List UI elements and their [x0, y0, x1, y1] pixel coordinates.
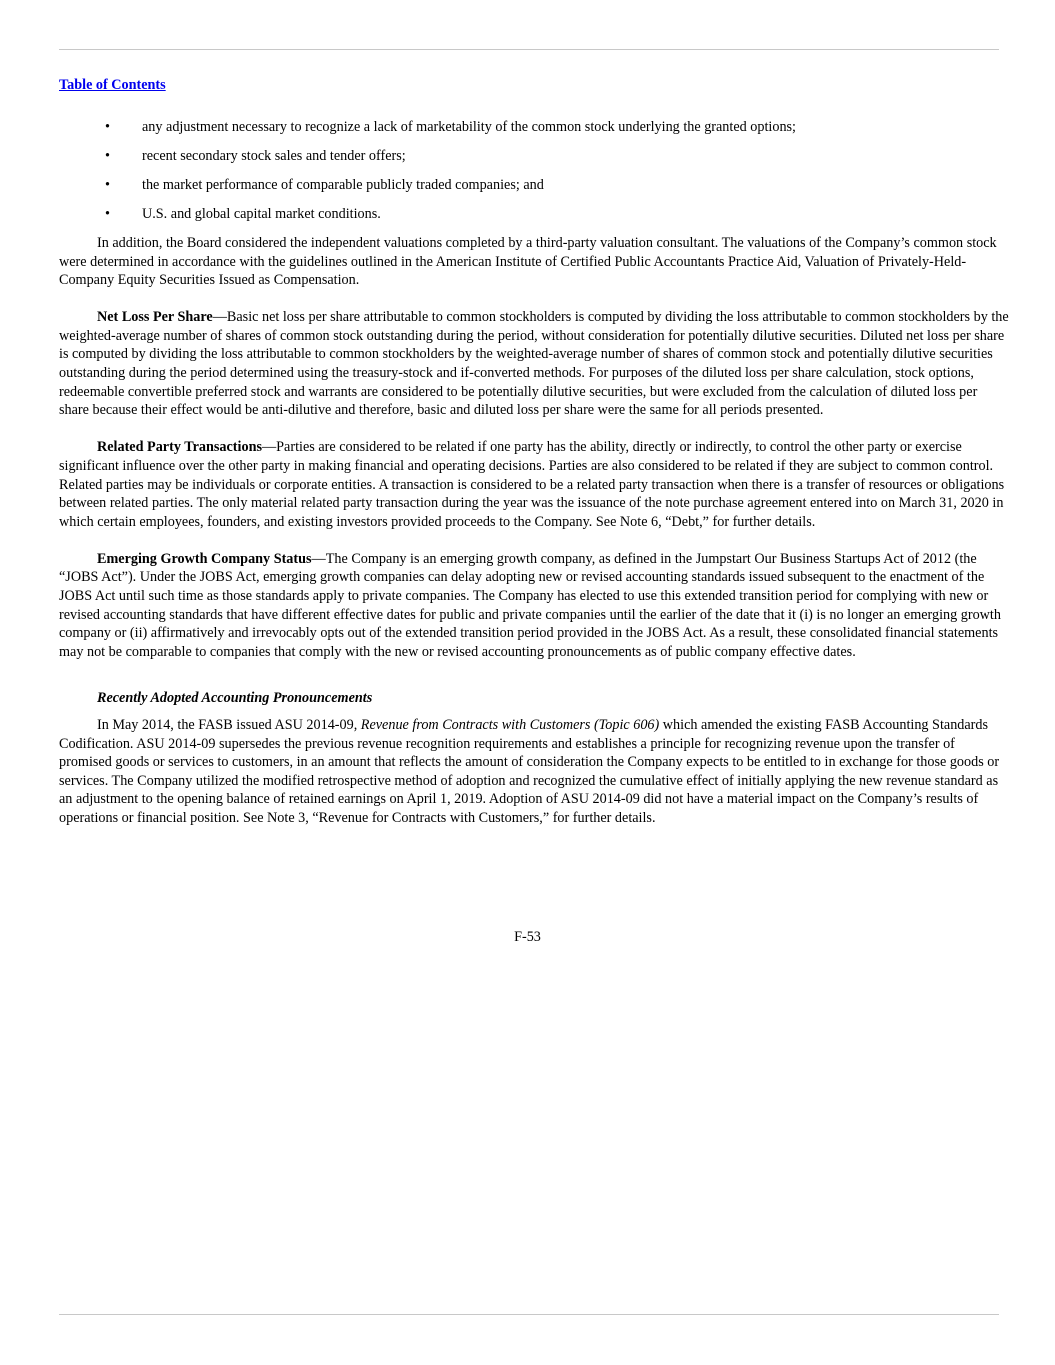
top-divider: [59, 49, 999, 50]
page-number: F-53: [514, 929, 541, 945]
bullet-icon: •: [105, 176, 110, 193]
valuation-paragraph: In addition, the Board considered the independent valuations completed by a third-party valuation consultant. The valuations of the Company’s common stock were determined in accordance with the guidelines outlined in the American Institute of Certified Public Accountants Practice Aid, Valuation of Privately-Held-Company Equity Securities Issued as Compensation.: [59, 234, 997, 289]
asu-lead: In May 2014, the FASB issued ASU 2014-09,: [97, 716, 361, 733]
net-loss-heading: Net Loss Per Share: [97, 309, 213, 326]
section-heading-recent-pronouncements: Recently Adopted Accounting Pronouncements: [97, 690, 373, 707]
net-loss-paragraph: [59, 308, 1009, 420]
net-loss-body: —Basic net loss per share attributable to common stockholders is computed by dividing the loss attributable to common stockholders by the weighted-average number of shares of common stock outstanding during the period, without consideration for potentially dilutive securities. Diluted net loss per share is computed by dividing the loss attributable to common stockholders by the weighted-average number of shares of common stock and potentially dilutive securities outstanding during the period determined using the treasury-stock and if-converted methods. For purposes of the diluted loss per share calculation, stock options, redeemable convertible preferred stock and warrants are considered to be potentially dilutive securities, but were excluded from the calculation of diluted loss per share because their effect would be anti-dilutive and therefore, basic and diluted loss per share were the same for all periods presented.: [59, 309, 1009, 419]
list-item: [59, 176, 1009, 195]
related-party-body: —Parties are considered to be related if one party has the ability, directly or indirectly, to control the other party or exercise significant influence over the other party in making financial and operating decisions. Parties are also considered to be related if they are subject to common control. Related parties may be individuals or corporate entities. A transaction is considered to be a related party transaction when there is a transfer of resources or obligations between related parties. The only material related party transaction during the year was the issuance of the note purchase agreement entered into on March 31, 2020 in which certain employees, founders, and existing investors provided proceeds to the Company. See Note 6, “Debt,” for further details.: [59, 439, 1005, 530]
list-item: [59, 118, 1009, 137]
related-party-paragraph: [59, 438, 1009, 531]
bullet-text: any adjustment necessary to recognize a lack of marketability of the common stock underlying the granted options;: [142, 118, 797, 135]
asu-topic-title: Revenue from Contracts with Customers (Topic 606): [360, 716, 660, 733]
emerging-growth-heading: Emerging Growth Company Status: [97, 550, 312, 567]
asu-rest: which amended the existing FASB Accounting Standards Codification. ASU 2014-09 supersedes the previous revenue recognition requirements and establishes a principle for recognizing revenue upon the transfer of promised goods or services to customers, in an amount that reflects the amount of consideration the Company expects to be entitled to in exchange for those goods or services. The Company utilized the modified retrospective method of adoption and recognized the cumulative effect of initially applying the new revenue standard as an adjustment to the opening balance of retained earnings on April 1, 2019. Adoption of ASU 2014-09 did not have a material impact on the Company’s results of operations or financial position. See Note 3, “Revenue for Contracts with Customers,” for further details.: [59, 716, 1000, 826]
bullet-icon: •: [105, 118, 110, 135]
bullet-list: [59, 118, 1009, 224]
bullet-text: U.S. and global capital market conditions.: [142, 205, 381, 222]
table-of-contents-link[interactable]: Table of Contents: [59, 77, 166, 93]
bullet-text: the market performance of comparable publicly traded companies; and: [142, 176, 544, 193]
bullet-icon: •: [105, 147, 110, 164]
list-item: [59, 205, 1009, 224]
bottom-divider: [59, 1314, 999, 1315]
bullet-icon: •: [105, 205, 110, 222]
emerging-growth-paragraph: [59, 550, 1009, 662]
document-body: [59, 76, 1009, 828]
asu-paragraph: [59, 716, 1009, 828]
bullet-text: recent secondary stock sales and tender offers;: [142, 147, 406, 164]
related-party-heading: Related Party Transactions: [97, 439, 262, 456]
list-item: [59, 147, 1009, 166]
emerging-growth-body: —The Company is an emerging growth company, as defined in the Jumpstart Our Business Startups Act of 2012 (the “JOBS Act”). Under the JOBS Act, emerging growth companies can delay adopting new or revised accounting standards issued subsequent to the enactment of the JOBS Act until such time as those standards apply to private companies. The Company has elected to use this extended transition period for complying with new or revised accounting standards that have different effective dates for public and private companies until the earlier of the date that it (i) is no longer an emerging growth company or (ii) affirmatively and irrevocably opts out of the extended transition period provided in the JOBS Act. As a result, these consolidated financial statements may not be comparable to companies that comply with the new or revised accounting pronouncements as of public company effective dates.: [59, 550, 1001, 660]
